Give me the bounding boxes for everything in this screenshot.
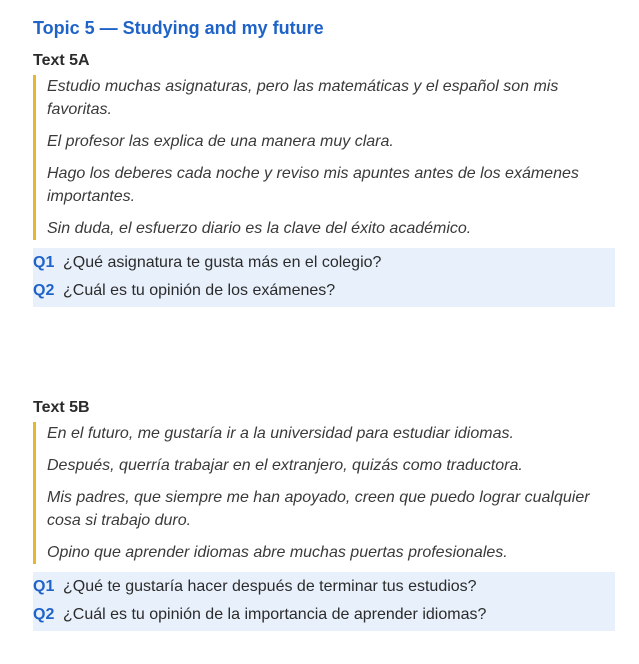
- text-section-5a: [33, 50, 615, 307]
- question-text: ¿Cuál es tu opinión de los exámenes?: [63, 282, 336, 299]
- passage-paragraph: Opino que aprender idiomas abre muchas puertas profesionales.: [47, 544, 508, 561]
- passage: [33, 422, 615, 564]
- question-text: ¿Qué te gustaría hacer después de terminar tus estudios?: [63, 578, 477, 595]
- text-label: Text 5B: [33, 399, 90, 416]
- question-row: [33, 601, 615, 629]
- passage-paragraph: Estudio muchas asignaturas, pero las matemáticas y el español son mis favoritas.: [47, 78, 559, 118]
- question-number: Q1: [33, 578, 55, 595]
- question-number: Q1: [33, 254, 55, 271]
- text-section-5b: [33, 397, 615, 631]
- passage-paragraph: Hago los deberes cada noche y reviso mis apuntes antes de los exámenes importantes.: [47, 165, 579, 205]
- question-text: ¿Qué asignatura te gusta más en el colegio?: [63, 254, 382, 271]
- passage-paragraph: Sin duda, el esfuerzo diario es la clave del éxito académico.: [47, 220, 472, 237]
- question-box: [33, 572, 615, 631]
- question-text: ¿Cuál es tu opinión de la importancia de aprender idiomas?: [63, 606, 487, 623]
- question-row: [33, 249, 615, 277]
- question-box: [33, 248, 615, 307]
- text-label: Text 5A: [33, 52, 90, 69]
- question-row: [33, 573, 615, 601]
- question-number: Q2: [33, 606, 55, 623]
- passage-paragraph: En el futuro, me gustaría ir a la universidad para estudiar idiomas.: [47, 425, 514, 442]
- passage: [33, 75, 615, 240]
- question-number: Q2: [33, 282, 55, 299]
- passage-paragraph: Mis padres, que siempre me han apoyado, creen que puedo lograr cualquier cosa si trabajo duro.: [47, 489, 590, 529]
- question-row: [33, 277, 615, 305]
- passage-paragraph: Después, querría trabajar en el extranjero, quizás como traductora.: [47, 457, 523, 474]
- passage-paragraph: El profesor las explica de una manera muy clara.: [47, 133, 394, 150]
- topic-title: Topic 5 — Studying and my future: [33, 18, 324, 38]
